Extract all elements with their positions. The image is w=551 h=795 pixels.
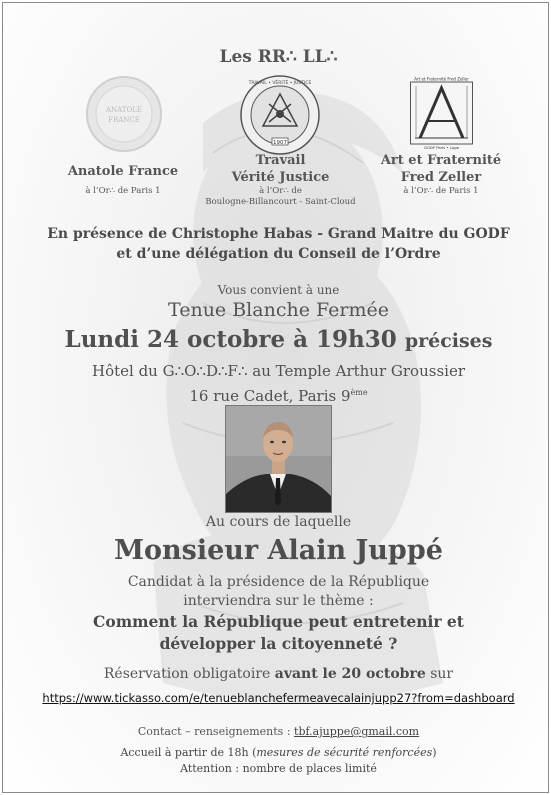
lodge-orient-line2: Boulogne-Billancourt - Saint-Cloud [205, 197, 356, 207]
svg-text:FRANCE: FRANCE [108, 116, 140, 124]
lodge-name-line2: Vérité Justice [231, 170, 330, 185]
invitation-intro: Vous convient à une [217, 283, 340, 297]
location-line2 [3, 382, 549, 407]
lodge-anatole-france [43, 163, 203, 197]
attention-line: Attention : nombre de places limité [180, 762, 377, 775]
access-info [3, 745, 549, 777]
svg-text:TRAVAIL • VÉRITÉ • JUSTICE: TRAVAIL • VÉRITÉ • JUSTICE [248, 81, 312, 86]
accueil-suffix: ) [432, 746, 437, 759]
accueil-line [3, 745, 549, 761]
speaker-portrait-icon [226, 406, 331, 512]
reservation-deadline: avant le 20 octobre [274, 666, 426, 682]
presence-notice [3, 224, 549, 264]
accueil-prefix: Accueil à partir de 18h ( [120, 746, 257, 759]
flyer-frame [2, 2, 549, 793]
speaker-description [3, 573, 549, 611]
presence-line1: En présence de Christophe Habas - Grand Maitre du GODF [47, 226, 510, 242]
svg-text:Art et Fraternité Fred Zeller: Art et Fraternité Fred Zeller [414, 76, 469, 82]
lodge-name: Art et Fraternité [380, 153, 502, 168]
lodge-orient: à l’Or∴ de [259, 186, 302, 196]
svg-text:ANATOLE: ANATOLE [105, 106, 143, 114]
contact-email-link[interactable]: tbf.ajuppe@gmail.com [294, 725, 420, 738]
reservation-link[interactable]: https://www.tickasso.com/e/tenueblanchefermeavecalainjupp27?from=dashboard [42, 691, 515, 705]
lodge-travail-verite-justice [188, 152, 373, 208]
candidat-line1: Candidat à la présidence de la République [127, 574, 430, 590]
address: 16 rue Cadet, Paris 9 [189, 387, 351, 405]
reservation-suffix: sur [425, 666, 454, 682]
speaker-photo [225, 405, 332, 513]
reservation-notice [3, 666, 549, 682]
event-date-main: Lundi 24 octobre à 19h30 [64, 326, 397, 353]
lodge-name: Anatole France [67, 164, 179, 179]
location-line1: Hôtel du G∴O∴D∴F∴ au Temple Arthur Groussier [91, 362, 465, 380]
lodge-name: Travail [255, 153, 306, 168]
art-et-fraternite-logo-icon [410, 76, 473, 151]
speaker-intro: Au cours de laquelle [205, 514, 352, 530]
contact-label: Contact – renseignements : [137, 725, 295, 738]
lodge-orient: à l’Or∴ de Paris 1 [85, 186, 161, 196]
theme-line2: développer la citoyenneté ? [159, 634, 398, 653]
theme-line1: Comment la République peut entretenir et [93, 612, 464, 631]
reservation-prefix: Réservation obligatoire [103, 666, 275, 682]
presence-line2: et d’une délégation du Conseil de l’Ordre [116, 246, 441, 262]
lodge-art-et-fraternite [361, 152, 521, 197]
anatole-france-seal-icon [85, 75, 163, 153]
event-location [3, 361, 549, 407]
lodges-title: Les RR∴ LL∴ [219, 47, 338, 67]
contact-line [3, 725, 549, 738]
speaker-name: Monsieur Alain Juppé [114, 535, 443, 566]
travail-verite-justice-seal-icon [239, 74, 321, 156]
candidat-line2: interviendra sur le thème : [183, 593, 374, 609]
lodge-orient: à l’Or∴ de Paris 1 [403, 186, 479, 196]
svg-text:GODF Paris • Loge: GODF Paris • Loge [423, 145, 460, 150]
svg-text:1907: 1907 [273, 140, 287, 146]
address-sup: ème [350, 388, 368, 397]
security-note: mesures de sécurité renforcées [256, 746, 433, 759]
event-date [3, 326, 549, 353]
talk-theme [3, 611, 549, 655]
event-date-precises: précises [404, 330, 493, 352]
event-type: Tenue Blanche Fermée [168, 299, 389, 321]
lodge-name-line2: Fred Zeller [400, 170, 482, 185]
